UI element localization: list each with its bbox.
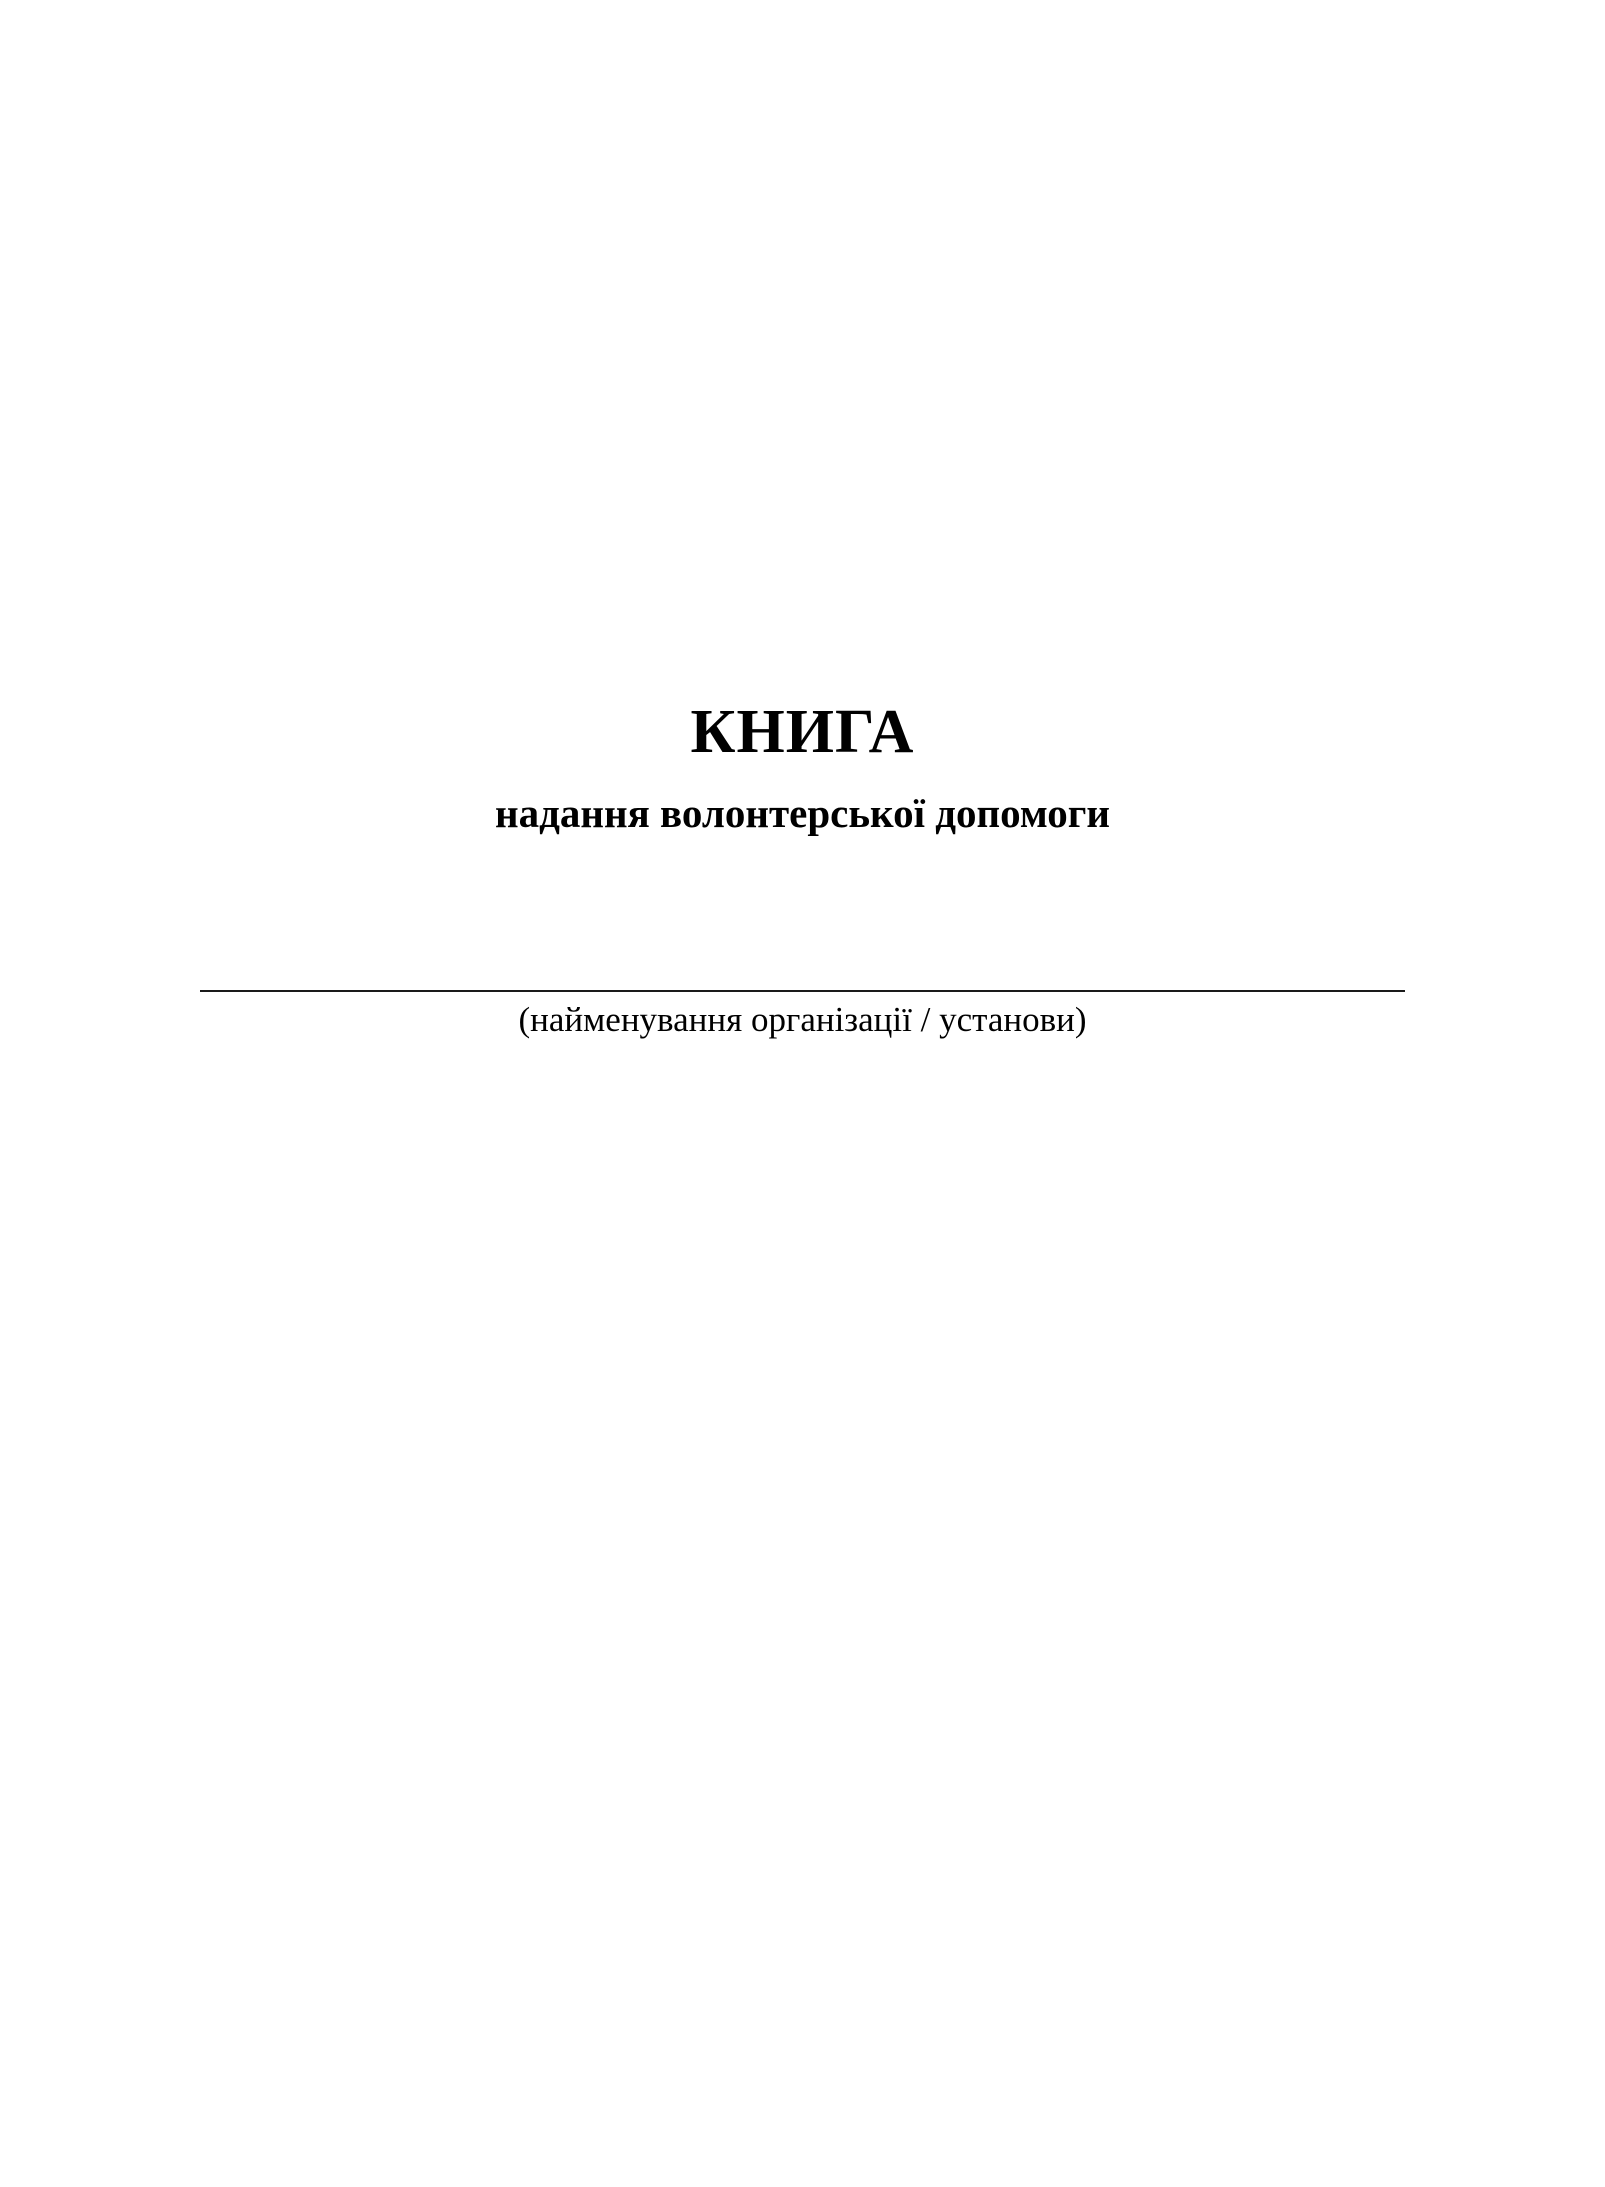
- organization-name-caption: (найменування організації / установи): [518, 1000, 1087, 1039]
- organization-name-field: [200, 990, 1405, 1042]
- title-block: [0, 700, 1605, 838]
- page-subtitle: надання волонтерської допомоги: [495, 790, 1110, 837]
- page-title: КНИГА: [690, 698, 915, 766]
- organization-name-rule: [200, 990, 1405, 992]
